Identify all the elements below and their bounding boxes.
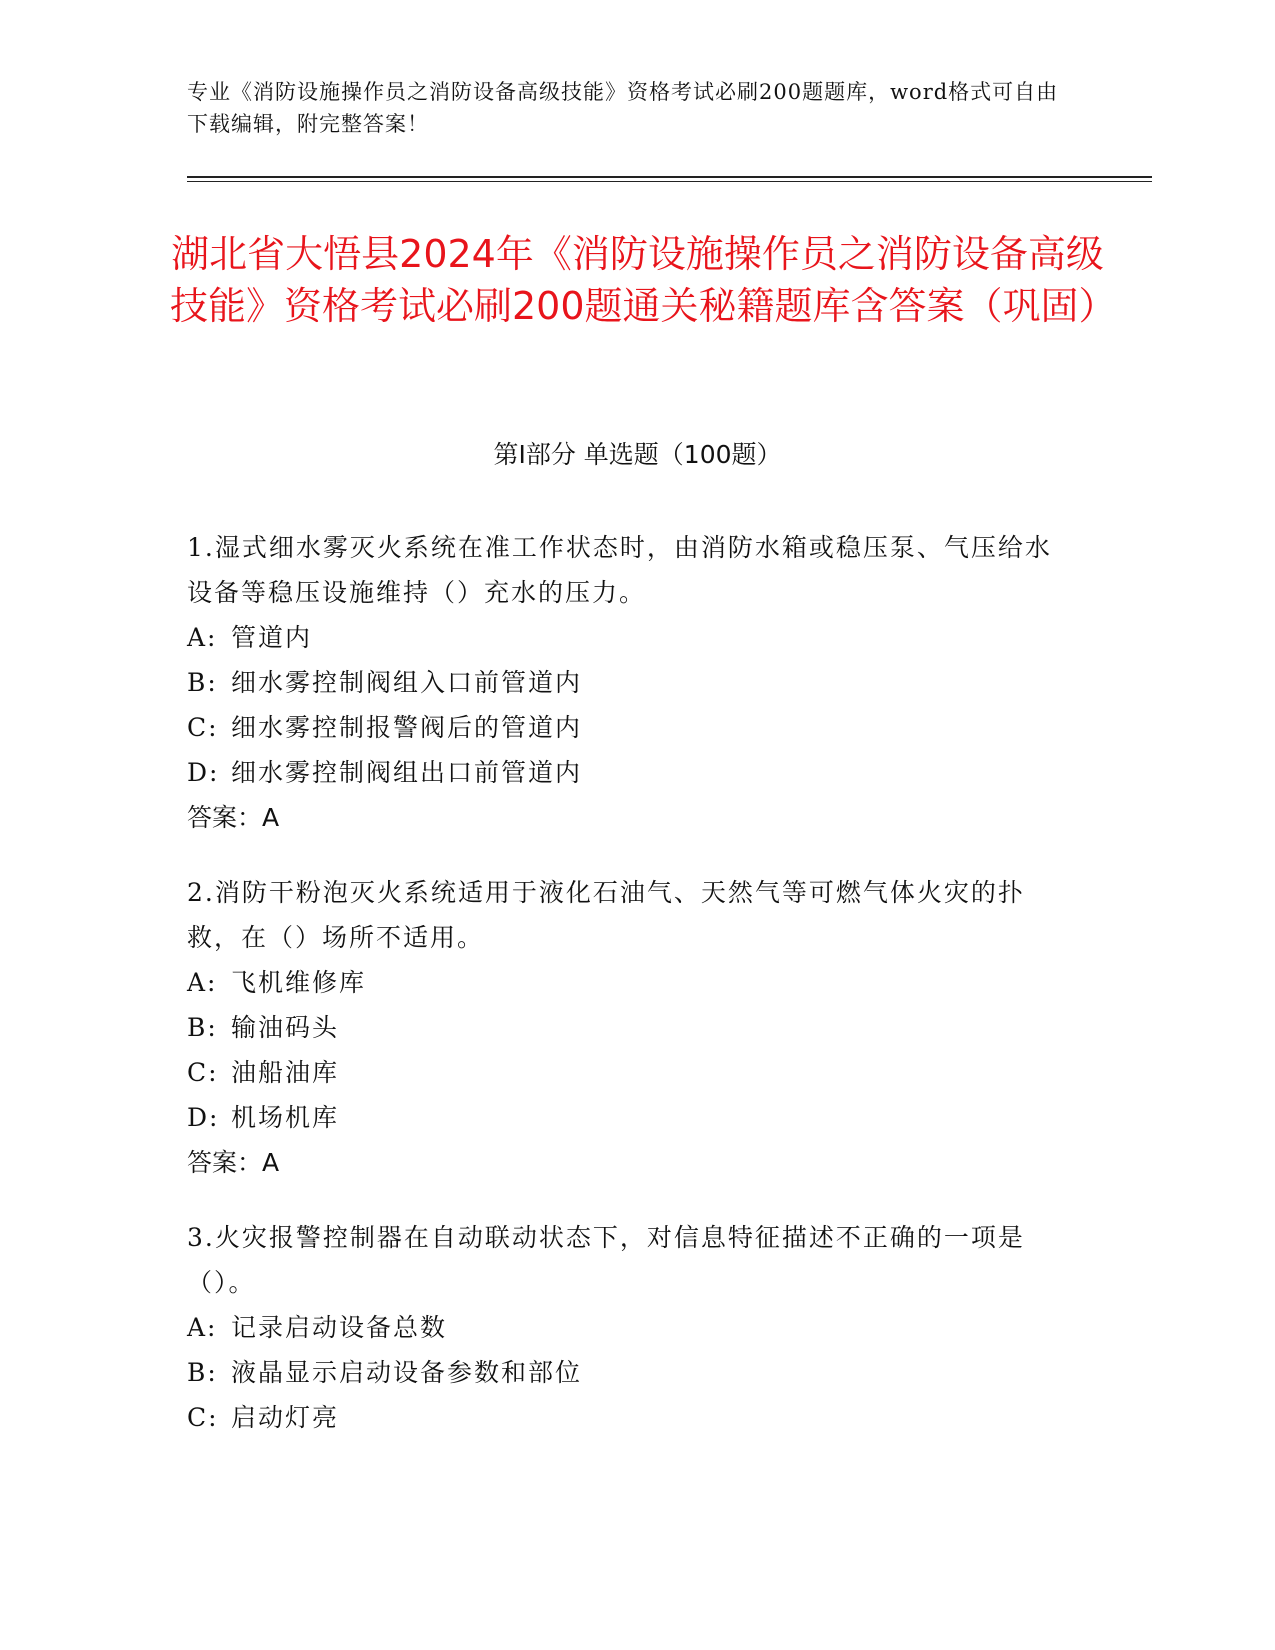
option-text: 记录启动设备总数 (231, 1313, 448, 1342)
section-heading: 第I部分 单选题（100题） (493, 440, 782, 469)
option-letter: D: (187, 758, 220, 787)
option-letter: C: (187, 713, 219, 742)
option-letter: A: (187, 1313, 218, 1342)
option-a (187, 960, 1067, 1005)
option-b (187, 1350, 1067, 1395)
header-divider-thick (187, 176, 1152, 178)
question-list (187, 525, 1067, 1470)
option-text: 油船油库 (231, 1058, 340, 1087)
question-stem: 2.消防干粉泡灭火系统适用于液化石油气、天然气等可燃气体火灾的扑救，在（）场所不适用。 (187, 878, 1025, 952)
question-stem: 1.湿式细水雾灭火系统在准工作状态时，由消防水箱或稳压泵、气压给水设备等稳压设施维持（）充水的压力。 (187, 533, 1052, 607)
option-text: 管道内 (231, 623, 313, 652)
option-letter: A: (187, 623, 218, 652)
option-text: 飞机维修库 (231, 968, 367, 997)
option-d (187, 1095, 1067, 1140)
option-b (187, 660, 1067, 705)
question-item (187, 870, 1067, 1185)
option-b (187, 1005, 1067, 1050)
option-c (187, 1395, 1067, 1440)
header-divider-thin (187, 181, 1152, 182)
option-d (187, 750, 1067, 795)
option-text: 机场机库 (231, 1103, 340, 1132)
option-letter: C: (187, 1058, 219, 1087)
option-text: 启动灯亮 (231, 1403, 340, 1432)
option-letter: B: (187, 668, 218, 697)
option-text: 细水雾控制报警阀后的管道内 (231, 713, 583, 742)
option-text: 细水雾控制阀组入口前管道内 (231, 668, 583, 697)
option-letter: D: (187, 1103, 220, 1132)
option-a (187, 1305, 1067, 1350)
option-letter: B: (187, 1013, 218, 1042)
question-item (187, 525, 1067, 840)
option-text: 输油码头 (231, 1013, 340, 1042)
option-c (187, 705, 1067, 750)
answer-line: 答案：A (187, 1148, 280, 1177)
option-text: 细水雾控制阀组出口前管道内 (231, 758, 583, 787)
question-stem: 3.火灾报警控制器在自动联动状态下，对信息特征描述不正确的一项是（）。 (187, 1223, 1025, 1297)
header-note: 专业《消防设施操作员之消防设备高级技能》资格考试必刷200题题库，word格式可自由下载编辑，附完整答案！ (187, 80, 1059, 136)
document-title: 湖北省大悟县2024年《消防设施操作员之消防设备高级技能》资格考试必刷200题通关秘籍题库含答案（巩固） (170, 232, 1117, 328)
option-letter: B: (187, 1358, 218, 1387)
answer-line: 答案：A (187, 803, 280, 832)
option-text: 液晶显示启动设备参数和部位 (231, 1358, 583, 1387)
option-letter: C: (187, 1403, 219, 1432)
option-letter: A: (187, 968, 218, 997)
question-item (187, 1215, 1067, 1440)
option-c (187, 1050, 1067, 1095)
option-a (187, 615, 1067, 660)
